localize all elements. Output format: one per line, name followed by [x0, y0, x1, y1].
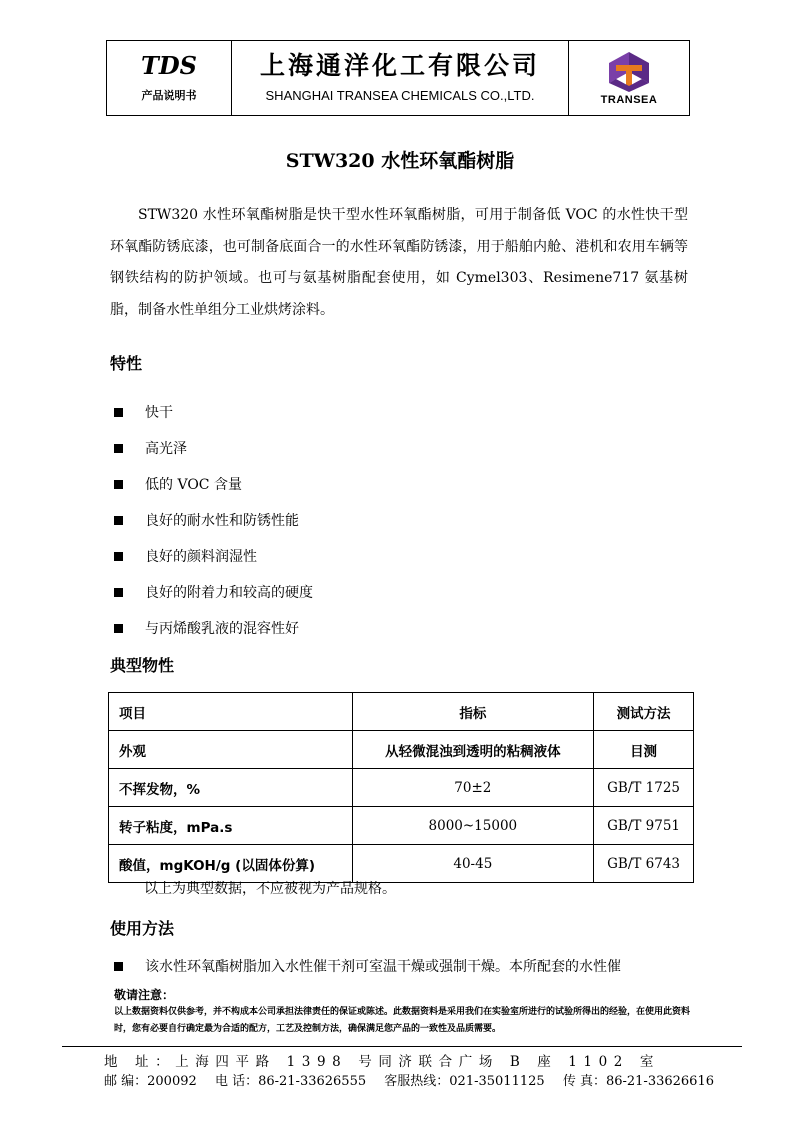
features-list: [114, 394, 313, 646]
bullet-square-icon: [114, 624, 123, 633]
table-row: [109, 807, 694, 845]
features-heading: 特性: [110, 354, 143, 373]
table-cell: 8000~15000: [352, 807, 594, 845]
list-item: 良好的颜料润湿性: [114, 538, 313, 574]
table-row: [109, 845, 694, 883]
company-box: [232, 41, 569, 115]
footer-contact: [104, 1070, 714, 1089]
attention-heading: 敬请注意：: [114, 988, 175, 1002]
list-item: 低的 VOC 含量: [114, 466, 313, 502]
transea-logo-icon: [606, 50, 652, 92]
footer-hotline: 客服热线：021-35011125: [384, 1074, 545, 1089]
table-cell: GB/T 1725: [594, 769, 694, 807]
table-header-cell: 测试方法: [594, 693, 694, 731]
table-cell: 从轻微混浊到透明的粘稠液体: [352, 731, 594, 769]
bullet-square-icon: [114, 552, 123, 561]
table-cell: 转子粘度，mPa.s: [109, 807, 353, 845]
list-item: 良好的附着力和较高的硬度: [114, 574, 313, 610]
table-cell: 不挥发物，%: [109, 769, 353, 807]
bullet-square-icon: [114, 588, 123, 597]
table-header-cell: 指标: [352, 693, 594, 731]
logo-box: [569, 41, 689, 115]
footer-phone: 电 话：86-21-33626555: [214, 1074, 367, 1089]
list-item: 高光泽: [114, 430, 313, 466]
bullet-square-icon: [114, 962, 123, 971]
table-header-row: [109, 693, 694, 731]
list-item: 良好的耐水性和防锈性能: [114, 502, 313, 538]
footer-address: 地 址：上海四平路 1398 号同济联合广场 B 座 1102 室: [104, 1054, 660, 1070]
tds-box: [107, 41, 232, 115]
table-row: [109, 731, 694, 769]
table-cell: 目测: [594, 731, 694, 769]
table-cell: 70±2: [352, 769, 594, 807]
table-row: [109, 769, 694, 807]
list-item: 与丙烯酸乳液的混容性好: [114, 610, 313, 646]
properties-table: [108, 692, 694, 883]
table-cell: GB/T 9751: [594, 807, 694, 845]
properties-heading: 典型物性: [110, 656, 175, 675]
footer-divider: [62, 1046, 742, 1047]
intro-paragraph: STW320 水性环氧酯树脂是快干型水性环氧酯树脂，可用于制备低 VOC 的水性快干型环氧酯防锈底漆，也可制备底面合一的水性环氧酯防锈漆，用于船舶内舱、港机和农用车辆等钢铁结构的防护领域。也可与氨基树脂配套使用，如 Cymel303、Resimene717 氨基树脂，制备水性单组分工业烘烤涂料。: [110, 207, 688, 318]
company-name-en: SHANGHAI TRANSEA CHEMICALS CO.,LTD.: [265, 88, 535, 103]
usage-item: [114, 956, 621, 976]
bullet-square-icon: [114, 408, 123, 417]
tds-label: TDS: [140, 50, 197, 80]
table-note: 以上为典型数据，不应被视为产品规格。: [144, 881, 396, 897]
list-item: 快干: [114, 394, 313, 430]
bullet-square-icon: [114, 444, 123, 453]
bullet-square-icon: [114, 480, 123, 489]
table-cell: 40-45: [352, 845, 594, 883]
company-name-cn: 上海通洋化工有限公司: [259, 51, 540, 80]
logo-text: TRANSEA: [600, 94, 658, 106]
document-title: STW320 水性环氧酯树脂: [285, 150, 515, 172]
table-header-cell: 项目: [109, 693, 353, 731]
usage-text: 该水性环氧酯树脂加入水性催干剂可室温干燥或强制干燥。本所配套的水性催: [145, 959, 621, 975]
usage-heading: 使用方法: [110, 919, 175, 938]
tds-subtitle: 产品说明书: [141, 88, 197, 102]
table-cell: 外观: [109, 731, 353, 769]
table-cell: GB/T 6743: [594, 845, 694, 883]
footer-postcode: 邮 编：200092: [104, 1074, 197, 1089]
document-header: [106, 40, 690, 116]
table-cell: 酸值，mgKOH/g (以固体份算): [109, 845, 353, 883]
disclaimer-text: 以上数据资料仅供参考，并不构成本公司承担法律责任的保证或陈述。此数据资料是采用我们在实验室所进行的试验所得出的经验，在使用此资料时，您有必要自行确定最为合适的配方，工艺及控制方法，确保满足您产品的一致性及品质需要。: [114, 1007, 691, 1034]
bullet-square-icon: [114, 516, 123, 525]
footer-fax: 传 真：86-21-33626616: [562, 1074, 714, 1089]
